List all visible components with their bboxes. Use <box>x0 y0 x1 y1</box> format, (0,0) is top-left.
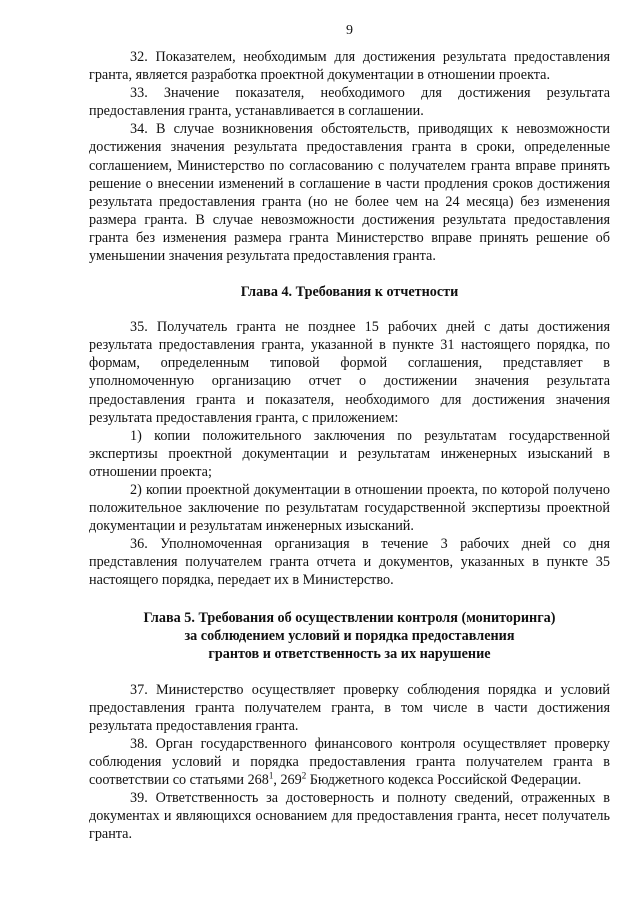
article-269-superscript: 2 <box>301 770 307 781</box>
paragraph-34: 34. В случае возникновения обстоятельств, приводящих к невозможности достижения значения результата предоставления гранта в сроки, определенные соглашением, Министерство по согласованию с получателем гранта вправе принять решение о внесении изменений в соглашение в части продления сроков достижения результата предоставления гранта (но не более чем на 24 месяца) без изменения размера гранта. В случае невозможности достижения результата предоставления гранта без изменения размера гранта Министерство вправе принять решение об уменьшении значения результата предоставления гранта. <box>89 121 610 265</box>
paragraph-36: 36. Уполномоченная организация в течение 3 рабочих дней со дня представления получателем гранта отчета и документов, указанных в пункте 35 настоящего порядка, передает их в Министерство. <box>89 536 610 589</box>
paragraph-39: 39. Ответственность за достоверность и полноту сведений, отраженных в документах и являющихся основанием для предоставления гранта, несет получатель гранта. <box>89 790 610 843</box>
chapter-5-heading-line-2: за соблюдением условий и порядка предоставления <box>184 627 515 644</box>
paragraph-35-item-2: 2) копии проектной документации в отношении проекта, по которой получено положительное заключение по результатам государственной экспертизы проектной документации и результатам инженерных изысканий. <box>89 481 610 535</box>
chapter-5-heading-line-1: Глава 5. Требования об осуществлении контроля (мониторинга) <box>143 609 556 626</box>
chapter-5-heading-line-3: грантов и ответственность за их нарушение <box>208 645 491 662</box>
page-number: 9 <box>346 23 353 38</box>
paragraph-35: 35. Получатель гранта не позднее 15 рабочих дней с даты достижения результата предоставления гранта, указанной в пункте 31 настоящего порядка, по формам, определенным типовой формой соглашения, представляет в уполномоченную организацию отчет о достижении значения результата предоставления гранта и показателя, необходимого для достижения значения результата предоставления гранта, с приложением: <box>89 319 610 426</box>
paragraph-32: 32. Показателем, необходимым для достижения результата предоставления гранта, является разработка проектной документации в отношении проекта. <box>89 49 610 84</box>
paragraph-38-text-middle: , 269 <box>273 772 302 788</box>
paragraph-38 <box>89 735 610 789</box>
document-page <box>89 22 610 843</box>
paragraph-35-item-1: 1) копии положительного заключения по результатам государственной экспертизы проектной документации и результатам инженерных изысканий в отношении проекта; <box>89 427 610 480</box>
paragraph-37: 37. Министерство осуществляет проверку соблюдения порядка и условий предоставления гранта получателем гранта, в том числе в части достижения результата предоставления гранта. <box>89 681 610 734</box>
paragraph-33: 33. Значение показателя, необходимого для достижения результата предоставления гранта, устанавливается в соглашении. <box>89 85 610 120</box>
paragraph-38-text: 38. Орган государственного финансового контроля осуществляет проверку соблюдения условий и порядка предоставления гранта получателем гранта в соответствии со статьями 268 <box>89 735 610 788</box>
chapter-4-heading: Глава 4. Требования к отчетности <box>240 284 459 301</box>
article-268-superscript: 1 <box>268 770 274 781</box>
paragraph-38-text-end: Бюджетного кодекса Российской Федерации. <box>306 772 582 788</box>
